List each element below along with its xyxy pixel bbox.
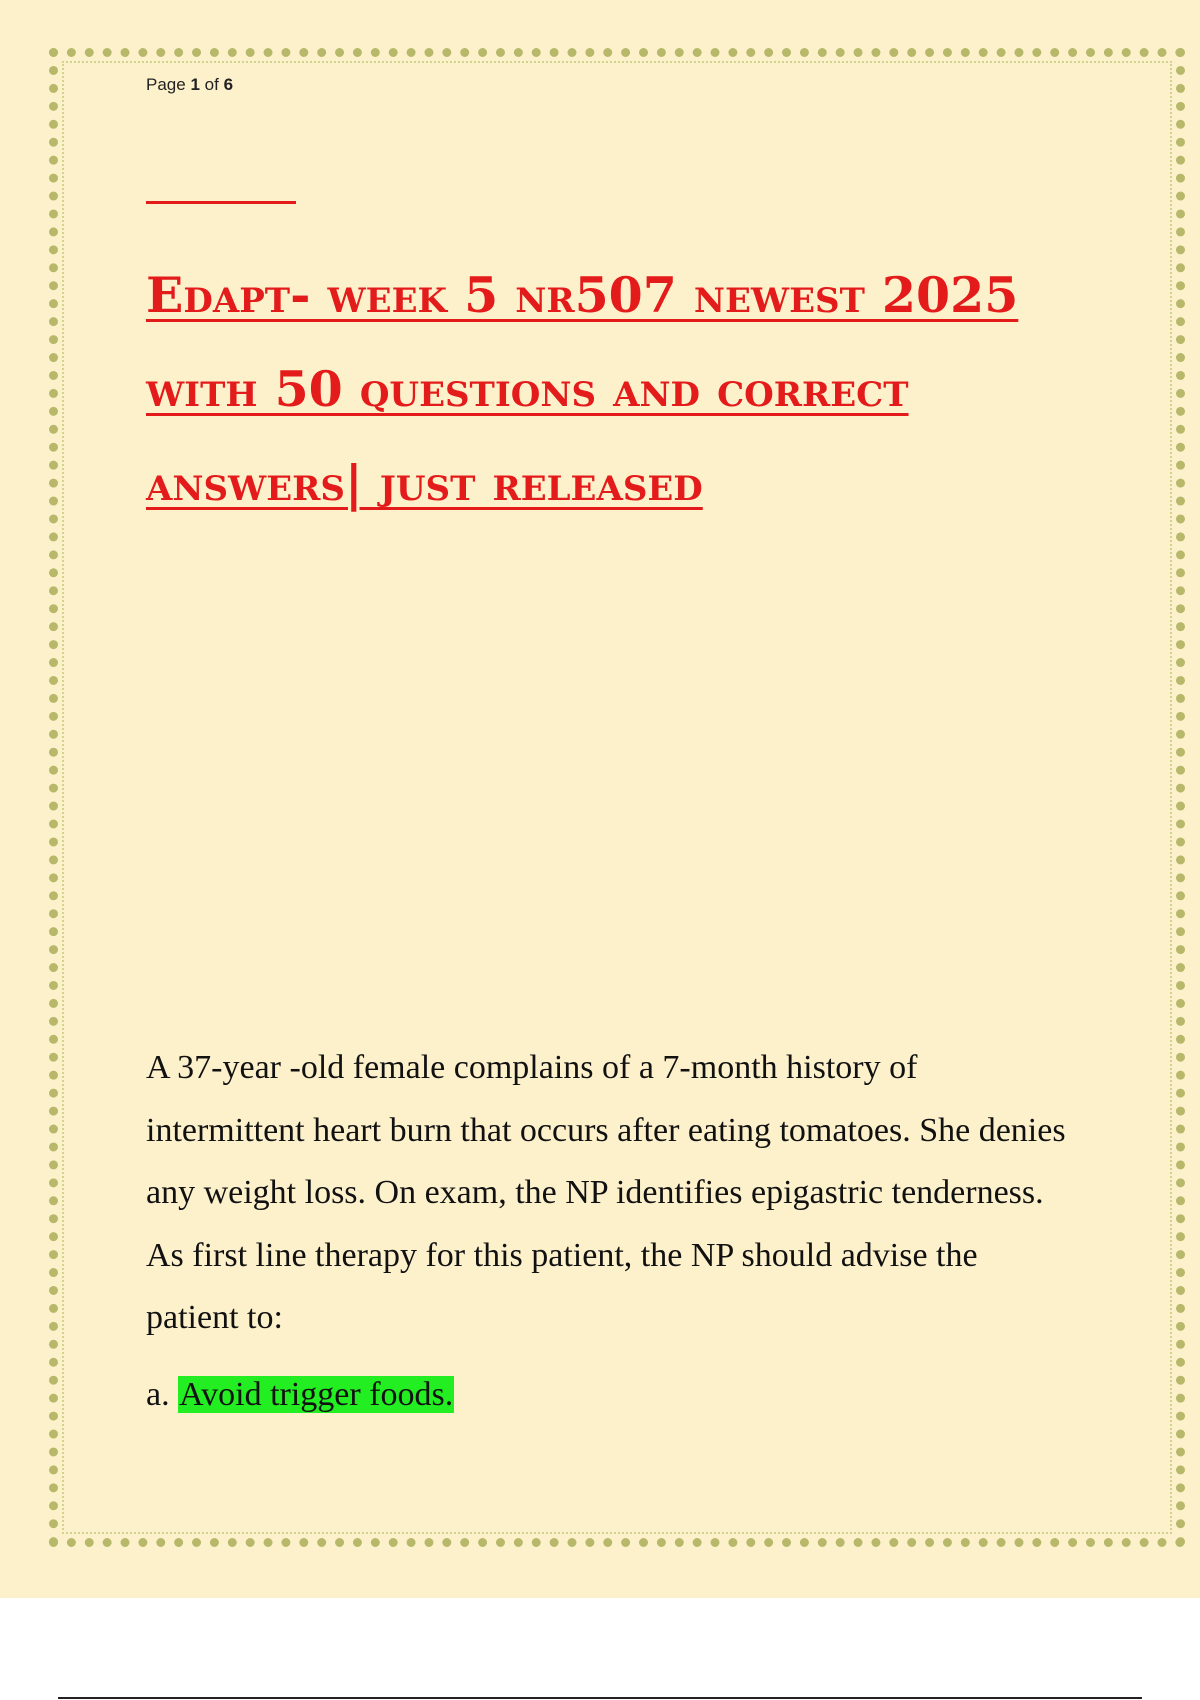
title-accent-rule <box>146 201 296 204</box>
page-of-label: of <box>204 75 219 94</box>
page-current: 1 <box>190 75 200 94</box>
answer-option <box>146 1370 454 1420</box>
page-label: Page <box>146 75 186 94</box>
highlighted-answer-text: Avoid trigger foods. <box>179 1376 454 1413</box>
answer-letter: a. <box>146 1376 170 1413</box>
page-number <box>146 75 233 95</box>
page-total: 6 <box>223 75 234 94</box>
footer-rule <box>58 1697 1142 1699</box>
document-title: Edapt- week 5 nr507 newest 2025 with 50 questions and correct answers| just released <box>146 266 1019 512</box>
question-text: A 37-year -old female complains of a 7-month history of intermittent heart burn that occurs after eating tomatoes. She denies any weight loss. On exam, the NP identifies epigastric tenderness. As first line therapy for this patient, the NP should advise the patient to: <box>146 1049 1066 1336</box>
